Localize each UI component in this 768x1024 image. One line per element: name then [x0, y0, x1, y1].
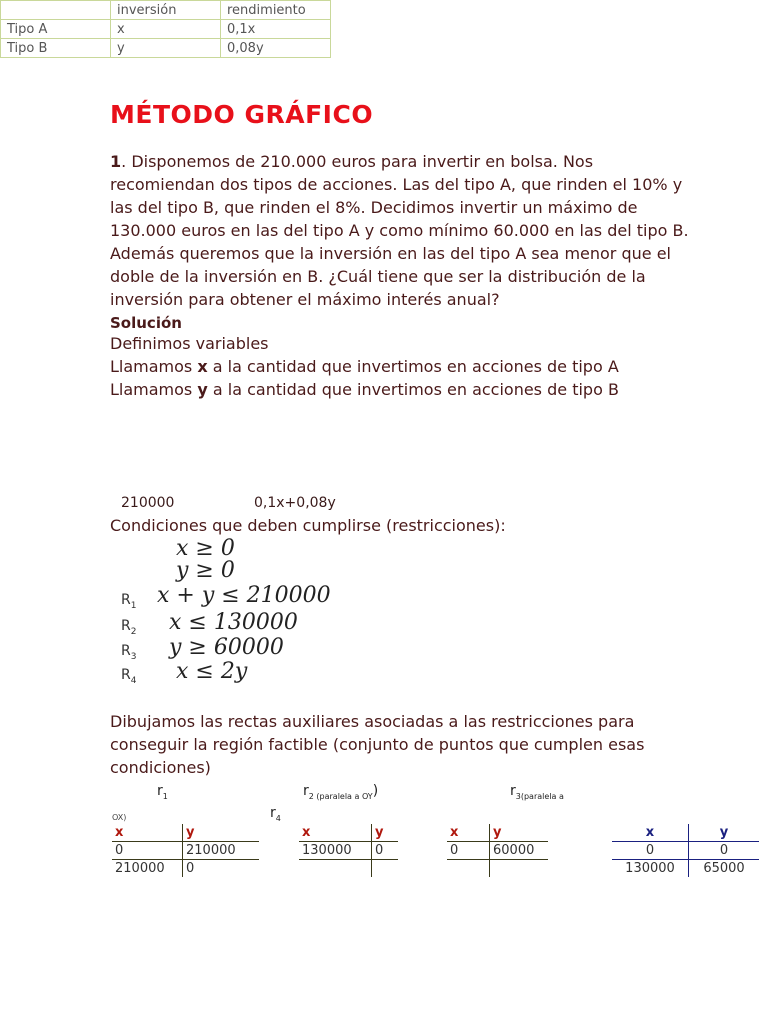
auxiliary-lines-intro: Dibujamos las rectas auxiliares asociadas a las restricciones para conseguir la región factible (conjunto de puntos que cumplen esas condiciones)	[110, 712, 645, 777]
constraint-y-nonneg: y ≥ 0	[176, 558, 235, 583]
table-header-cell: x	[112, 824, 183, 842]
table-cell: 210000	[112, 860, 183, 878]
r4-label: $R_4$	[121, 667, 137, 686]
table-cell: x	[111, 20, 221, 39]
table-header-cell: x	[447, 824, 490, 842]
table-cell: 0	[186, 861, 195, 876]
r3-label: $R_3$	[121, 643, 137, 662]
table-cell: 0	[447, 842, 490, 860]
table-header-cell: rendimiento	[221, 1, 331, 20]
table-cell: 0	[612, 842, 689, 860]
table-cell: Tipo B	[1, 39, 111, 58]
r1-label: $R_1$	[121, 592, 137, 611]
variable-x-line: Llamamos x a la cantidad que invertimos en acciones de tipo A	[110, 357, 619, 376]
table-cell: 0	[112, 842, 183, 860]
table-header-cell: y	[372, 824, 399, 842]
table-cell: 0	[372, 842, 399, 860]
table-cell: 65000	[703, 861, 745, 876]
r4-heading: $r_4$	[270, 805, 281, 823]
table-cell	[372, 860, 399, 878]
table-cell	[447, 860, 490, 878]
table-cell: 0	[689, 842, 760, 860]
table-header-cell	[1, 1, 111, 20]
constraint-r2: x ≤ 130000	[169, 610, 298, 635]
r2-heading: $r_{2 (paralela a OY}$)	[303, 783, 379, 801]
table-cell: 130000	[612, 860, 689, 878]
table-header-cell: x	[299, 824, 372, 842]
table-cell: 0,1x	[221, 20, 331, 39]
table-header-row	[1, 1, 331, 20]
table-header-cell: x	[612, 824, 689, 842]
constraint-r3: y ≥ 60000	[169, 635, 284, 660]
r3-points-table	[447, 824, 548, 877]
variable-x: x	[197, 357, 208, 376]
investment-table	[0, 0, 331, 58]
conditions-label: Condiciones que deben cumplirse (restricciones):	[110, 516, 506, 535]
r2-points-table	[299, 824, 398, 877]
variables-intro: Definimos variables	[110, 334, 269, 353]
table-cell: 0,08y	[221, 39, 331, 58]
table-header-cell: y	[689, 824, 760, 842]
constraint-x-nonneg: x ≥ 0	[176, 536, 235, 561]
table-cell	[299, 860, 372, 878]
r3-heading-wrap: OX)	[112, 813, 127, 822]
r1-points-table	[112, 824, 259, 877]
r1-heading: $r_1$	[157, 783, 168, 801]
objective-function: 0,1x+0,08y	[254, 495, 336, 511]
r4-points-table	[612, 824, 759, 877]
table-cell: Tipo A	[1, 20, 111, 39]
variable-y: y	[197, 380, 208, 399]
table-cell: y	[111, 39, 221, 58]
problem-text: . Disponemos de 210.000 euros para invertir en bolsa. Nos recomiendan dos tipos de acciones. Las del tipo A, que rinden el 10% y las del tipo B, que rinden el 8%. Decidimos invertir un máximo de 130.000 euros en las del tipo A y como mínimo 60.000 en las del tipo B. Además queremos que la inversión en las del tipo A sea menor que el doble de la inversión en B. ¿Cuál tiene que ser la distribución de la inversión para obtener el máximo interés anual?	[110, 152, 689, 309]
variables-definition	[110, 332, 619, 401]
r3-heading: $r_{3(paralela a}$	[510, 783, 564, 801]
problem-statement	[110, 150, 700, 311]
table-cell: 60000	[490, 842, 549, 860]
table-row	[1, 39, 331, 58]
r2-label: $R_2$	[121, 618, 137, 637]
constraint-r4: x ≤ 2y	[176, 659, 248, 684]
table-row	[1, 20, 331, 39]
solution-heading: Solución	[110, 314, 182, 332]
variable-y-line: Llamamos y a la cantidad que invertimos en acciones de tipo B	[110, 380, 619, 399]
table-cell	[490, 860, 549, 878]
table-header-cell: y	[490, 824, 549, 842]
table-header-cell: inversión	[111, 1, 221, 20]
objective-total: 210000	[121, 495, 175, 511]
problem-number: 1	[110, 152, 122, 171]
table-header-cell: y	[183, 824, 260, 842]
table-cell: 210000	[183, 842, 260, 860]
table-cell: 130000	[299, 842, 372, 860]
constraint-r1: x + y ≤ 210000	[157, 583, 331, 608]
page-title: MÉTODO GRÁFICO	[110, 100, 374, 129]
